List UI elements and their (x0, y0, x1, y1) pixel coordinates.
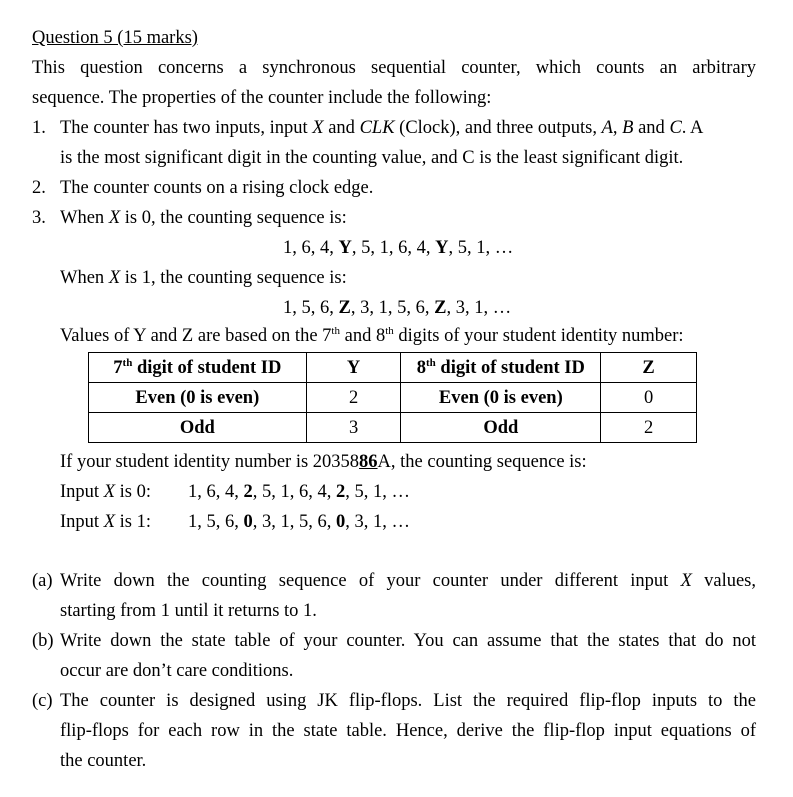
intro-line-2: sequence. The properties of the counter include the following: (32, 88, 492, 108)
input-x1-sequence: 1, 5, 6, 0, 3, 1, 5, 6, 0, 3, 1, … (188, 512, 410, 532)
table-cell: Odd (401, 413, 601, 443)
part-c-line-3: the counter. (60, 751, 147, 771)
header-z: Z (601, 353, 697, 383)
table-cell: 3 (306, 413, 401, 443)
part-b-label: (b) (32, 631, 54, 651)
input-x0-sequence: 1, 6, 4, 2, 5, 1, 6, 4, 2, 5, 1, … (188, 482, 410, 502)
input-x0-label: Input X is 0: (60, 482, 151, 502)
property-3-number: 3. (32, 208, 46, 228)
part-b-line-1: Write down the state table of your counter. You can assume that the states that do not (60, 631, 756, 651)
property-1-line-2: is the most significant digit in the counting value, and C is the least significant digit. (60, 148, 684, 168)
part-a-label: (a) (32, 571, 53, 591)
part-a-line-2: starting from 1 until it returns to 1. (60, 601, 317, 621)
table-cell: 2 (601, 413, 697, 443)
table-cell: Odd (89, 413, 307, 443)
table-cell: Even (0 is even) (401, 383, 601, 413)
header-8th-digit: 8th digit of student ID (401, 353, 601, 383)
property-3-when-x0: When X is 0, the counting sequence is: (60, 208, 347, 228)
example-line: If your student identity number is 2035886A, the counting sequence is: (60, 452, 587, 472)
header-y: Y (306, 353, 401, 383)
part-c-label: (c) (32, 691, 53, 711)
table-cell: 2 (306, 383, 401, 413)
table-row (89, 413, 697, 443)
question-title: Question 5 (15 marks) (32, 28, 198, 48)
table-header-row (89, 353, 697, 383)
part-b-line-2: occur are don’t care conditions. (60, 661, 294, 681)
property-1-line-1: The counter has two inputs, input X and CLK (Clock), and three outputs, A, B and C. A (60, 118, 704, 138)
sequence-x0: 1, 6, 4, Y, 5, 1, 6, 4, Y, 5, 1, … (283, 238, 514, 258)
header-7th-digit: 7th digit of student ID (89, 353, 307, 383)
when-x1: When X is 1, the counting sequence is: (60, 268, 347, 288)
student-id-table (88, 352, 697, 443)
table-row (89, 383, 697, 413)
table-cell: Even (0 is even) (89, 383, 307, 413)
part-c-line-2: flip-flops for each row in the state table. Hence, derive the flip-flop input equations of (60, 721, 756, 741)
property-1-number: 1. (32, 118, 46, 138)
intro-line-1: This question concerns a synchronous sequential counter, which counts an arbitrary (32, 58, 756, 78)
sequence-x1: 1, 5, 6, Z, 3, 1, 5, 6, Z, 3, 1, … (283, 298, 512, 318)
property-2-text: The counter counts on a rising clock edge. (60, 178, 374, 198)
table-cell: 0 (601, 383, 697, 413)
part-c-line-1: The counter is designed using JK flip-flops. List the required flip-flop inputs to the (60, 691, 756, 711)
values-line: Values of Y and Z are based on the 7th and 8th digits of your student identity number: (60, 325, 684, 346)
part-a-line-1: Write down the counting sequence of your counter under different input X values, (60, 571, 757, 591)
property-2-number: 2. (32, 178, 46, 198)
input-x1-label: Input X is 1: (60, 512, 151, 532)
